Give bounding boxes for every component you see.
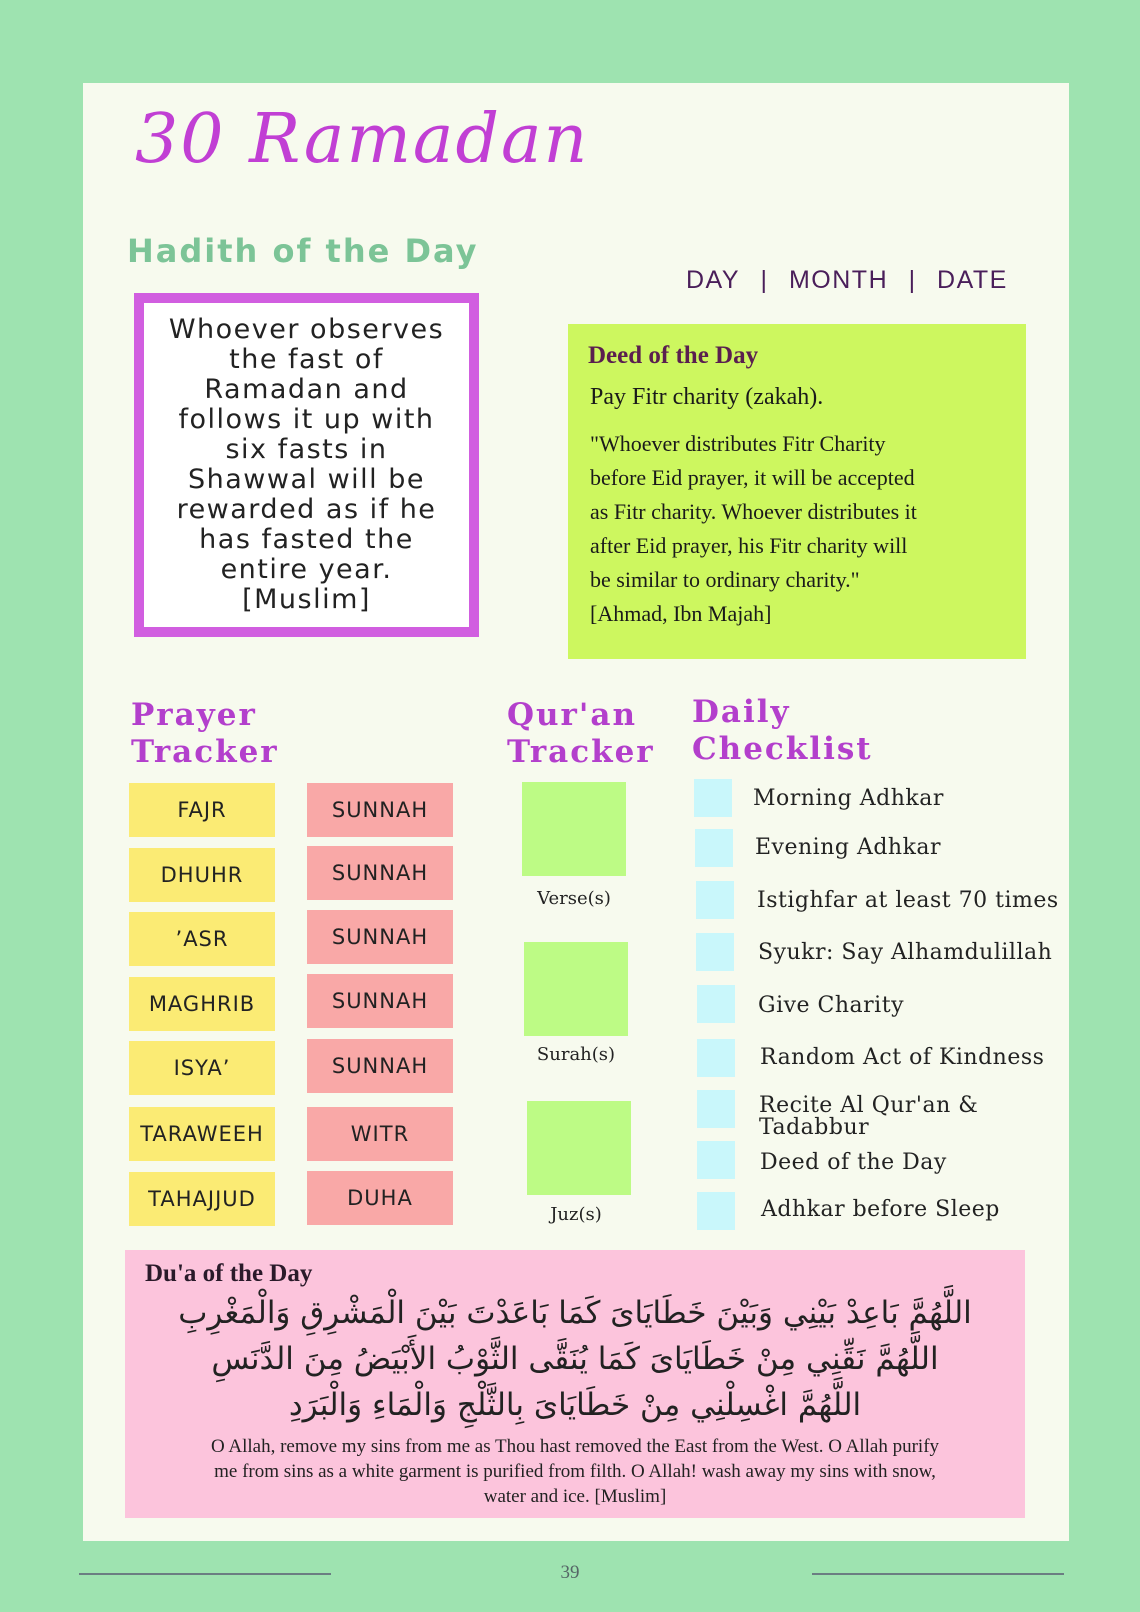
page-title: 30 Ramadan [135,100,590,179]
deed-quote-line: as Fitr charity. Whoever distributes it [590,499,917,524]
date-separator: | [760,266,769,294]
date-separator: | [908,266,917,294]
checklist-label: Tadabbur [759,1115,870,1140]
checklist-label: Adhkar before Sleep [761,1197,1000,1222]
hadith-line: has fasted the [199,524,414,555]
checklist-label: Evening Adhkar [755,835,942,860]
hadith-box [134,293,479,637]
dua-arabic-line: اللَّهُمَّ بَاعِدْ بَيْنِي وَبَيْنَ خَطَايَاىَ كَمَا بَاعَدْتَ بَيْنَ الْمَشْرِقِ وَالْمَغْرِبِ [178,1295,972,1331]
surah-label: Surah(s) [536,1044,616,1065]
month-field[interactable]: MONTH [788,266,889,294]
hadith-line: the fast of [229,344,384,375]
dua-box [125,1250,1025,1518]
checkbox-evening-adhkar[interactable] [695,829,733,867]
prayer-isya[interactable]: ISYA’ [129,1041,275,1095]
checkbox-syukr[interactable] [696,933,734,971]
checkbox-istighfar[interactable] [696,881,734,919]
sunnah-isya[interactable]: SUNNAH [307,1039,453,1093]
checkbox-morning-adhkar[interactable] [694,779,732,817]
prayer-tracker-heading [131,697,279,771]
prayer-tracker-heading-line: Tracker [131,734,279,770]
checkbox-give-charity[interactable] [697,985,735,1023]
verse-count-box[interactable] [522,782,626,876]
hadith-line: rewarded as if he [176,494,437,525]
footer-divider-right [812,1573,1064,1575]
deed-quote-line: "Whoever distributes Fitr Charity [590,431,886,456]
quran-tracker-heading-line: Qur'an [507,697,637,733]
checkbox-random-kindness[interactable] [697,1039,735,1077]
hadith-line: [Muslim] [242,584,371,615]
dua-arabic-line: اللَّهُمَّ اغْسِلْنِي مِنْ خَطَايَاىَ بِالثَّلْجِ وَالْمَاءِ وَالْبَرَدِ [288,1387,862,1423]
dua-translation-line: me from sins as a white garment is purified from filth. O Allah! wash away my sins with snow, [214,1461,936,1482]
dua-translation-line: O Allah, remove my sins from me as Thou hast removed the East from the West. O Allah purify [210,1436,940,1457]
sunnah-dhuhr[interactable]: SUNNAH [307,846,453,900]
daily-checklist-heading-line: Checklist [692,731,873,767]
prayer-asr[interactable]: ’ASR [129,912,275,966]
hadith-line: Ramadan and [204,374,409,405]
deed-quote-line: before Eid prayer, it will be accepted [590,465,915,490]
dua-arabic [145,1290,1005,1428]
deed-quote-line: [Ahmad, Ibn Majah] [590,601,772,626]
prayer-maghrib[interactable]: MAGHRIB [129,977,275,1031]
sunnah-fajr[interactable]: SUNNAH [307,783,453,837]
juz-count-box[interactable] [527,1101,631,1195]
prayer-dhuhr[interactable]: DHUHR [129,848,275,902]
daily-checklist-heading [692,694,873,768]
checkbox-recite-quran[interactable] [697,1090,735,1128]
dua-translation [145,1434,1005,1509]
verse-label: Verse(s) [537,888,611,909]
hadith-line: Whoever observes [168,314,445,345]
dua-heading: Du'a of the Day [145,1260,313,1287]
checklist-label: Deed of the Day [760,1150,947,1175]
hadith-line: entire year. [220,554,393,585]
hadith-line: follows it up with [178,404,435,435]
checkbox-deed-of-day[interactable] [697,1141,735,1179]
quran-tracker-heading-line: Tracker [507,734,655,770]
quran-tracker-heading [507,697,655,771]
checklist-label: Syukr: Say Alhamdulillah [758,940,1053,965]
date-field[interactable]: DATE [937,266,1008,294]
dua-translation-line: water and ice. [Muslim] [483,1486,667,1507]
sunnah-asr[interactable]: SUNNAH [307,910,453,964]
witr[interactable]: WITR [307,1107,453,1161]
prayer-tahajjud[interactable]: TAHAJJUD [129,1172,275,1226]
deed-quote-line: after Eid prayer, his Fitr charity will [590,533,908,558]
hadith-text [169,315,444,615]
checklist-label: Recite Al Qur'an & [759,1093,979,1118]
juz-label: Juz(s) [550,1204,602,1225]
deed-heading: Deed of the Day [588,342,759,369]
checklist-label: Istighfar at least 70 times [757,888,1059,913]
page-number: 39 [560,1562,580,1583]
deed-quote [590,427,1006,631]
prayer-tracker-heading-line: Prayer [131,697,257,733]
day-field[interactable]: DAY [686,266,741,294]
duha[interactable]: DUHA [307,1171,453,1225]
checkbox-adhkar-sleep[interactable] [697,1192,735,1230]
footer-divider-left [79,1573,331,1575]
prayer-taraweeh[interactable]: TARAWEEH [129,1107,275,1161]
deed-quote-line: be similar to ordinary charity." [590,567,860,592]
hadith-line: six fasts in [225,434,388,465]
checklist-label: Give Charity [758,993,904,1018]
hadith-heading: Hadith of the Day [127,232,479,270]
hadith-line: Shawwal will be [187,464,425,495]
deed-box [568,324,1026,659]
date-header [686,266,1020,295]
checklist-label: Morning Adhkar [753,786,944,811]
dua-arabic-line: اللَّهُمَّ نَقِّنِي مِنْ خَطَايَاىَ كَمَا يُنَقَّى الثَّوْبُ الأَبْيَضُ مِنَ الدَّنَسِ [211,1341,939,1377]
deed-main-text: Pay Fitr charity (zakah). [590,384,824,410]
surah-count-box[interactable] [524,942,628,1036]
daily-checklist-heading-line: Daily [692,694,791,730]
sunnah-maghrib[interactable]: SUNNAH [307,974,453,1028]
checklist-label: Random Act of Kindness [760,1045,1045,1070]
prayer-fajr[interactable]: FAJR [129,783,275,837]
